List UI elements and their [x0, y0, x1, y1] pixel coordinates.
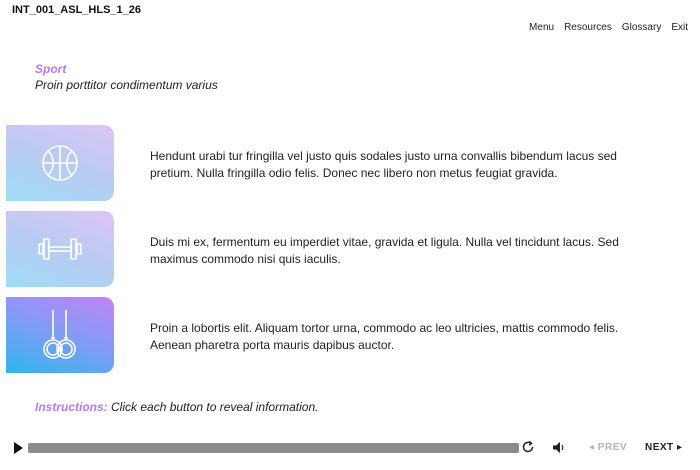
glossary-link[interactable]: Glossary	[621, 22, 662, 33]
basketball-button[interactable]	[6, 125, 114, 201]
instructions	[35, 400, 318, 414]
resources-link[interactable]: Resources	[564, 22, 612, 33]
progress-fill	[28, 443, 519, 453]
play-icon[interactable]	[14, 442, 23, 454]
topic-title: Sport	[35, 62, 67, 76]
basketball-description: Hendunt urabi tur fringilla vel justo quis sodales justo urna convallis bibendum lacus sed pretium. Nulla fringilla odio felis. Donec nec libero non metus feugiat gravida.	[150, 149, 617, 180]
replay-icon[interactable]	[521, 440, 535, 454]
dumbbell-button[interactable]	[6, 211, 114, 287]
instructions-text: Click each button to reveal information.	[111, 400, 319, 414]
next-button[interactable]: NEXT ▸	[645, 442, 683, 453]
gymnastic-rings-icon	[40, 308, 80, 362]
prev-button[interactable]: ◂ PREV	[589, 442, 628, 453]
basketball-icon	[40, 143, 80, 183]
exit-link[interactable]: Exit	[671, 22, 688, 33]
menu-link[interactable]: Menu	[529, 22, 555, 33]
gymnastic-rings-description: Proin a lobortis elit. Aliquam tortor urna, commodo ac leo ultricies, mattis commodo felis. Aenean pharetra porta mauris dapibus auctor.	[150, 321, 619, 352]
top-navigation	[529, 22, 688, 33]
volume-icon[interactable]	[552, 441, 566, 454]
dumbbell-icon	[37, 234, 83, 264]
instructions-label: Instructions:	[35, 400, 108, 414]
player-bar	[0, 436, 700, 460]
progress-track[interactable]	[28, 443, 519, 453]
page-subtitle: Proin porttitor condimentum varius	[35, 78, 218, 92]
gymnastic-rings-button[interactable]	[6, 297, 114, 373]
dumbbell-description: Duis mi ex, fermentum eu imperdiet vitae, gravida et ligula. Nulla vel tincidunt lacus. Sed maximus commodo nisi quis iaculis.	[150, 235, 619, 266]
course-id: INT_001_ASL_HLS_1_26	[12, 4, 142, 16]
